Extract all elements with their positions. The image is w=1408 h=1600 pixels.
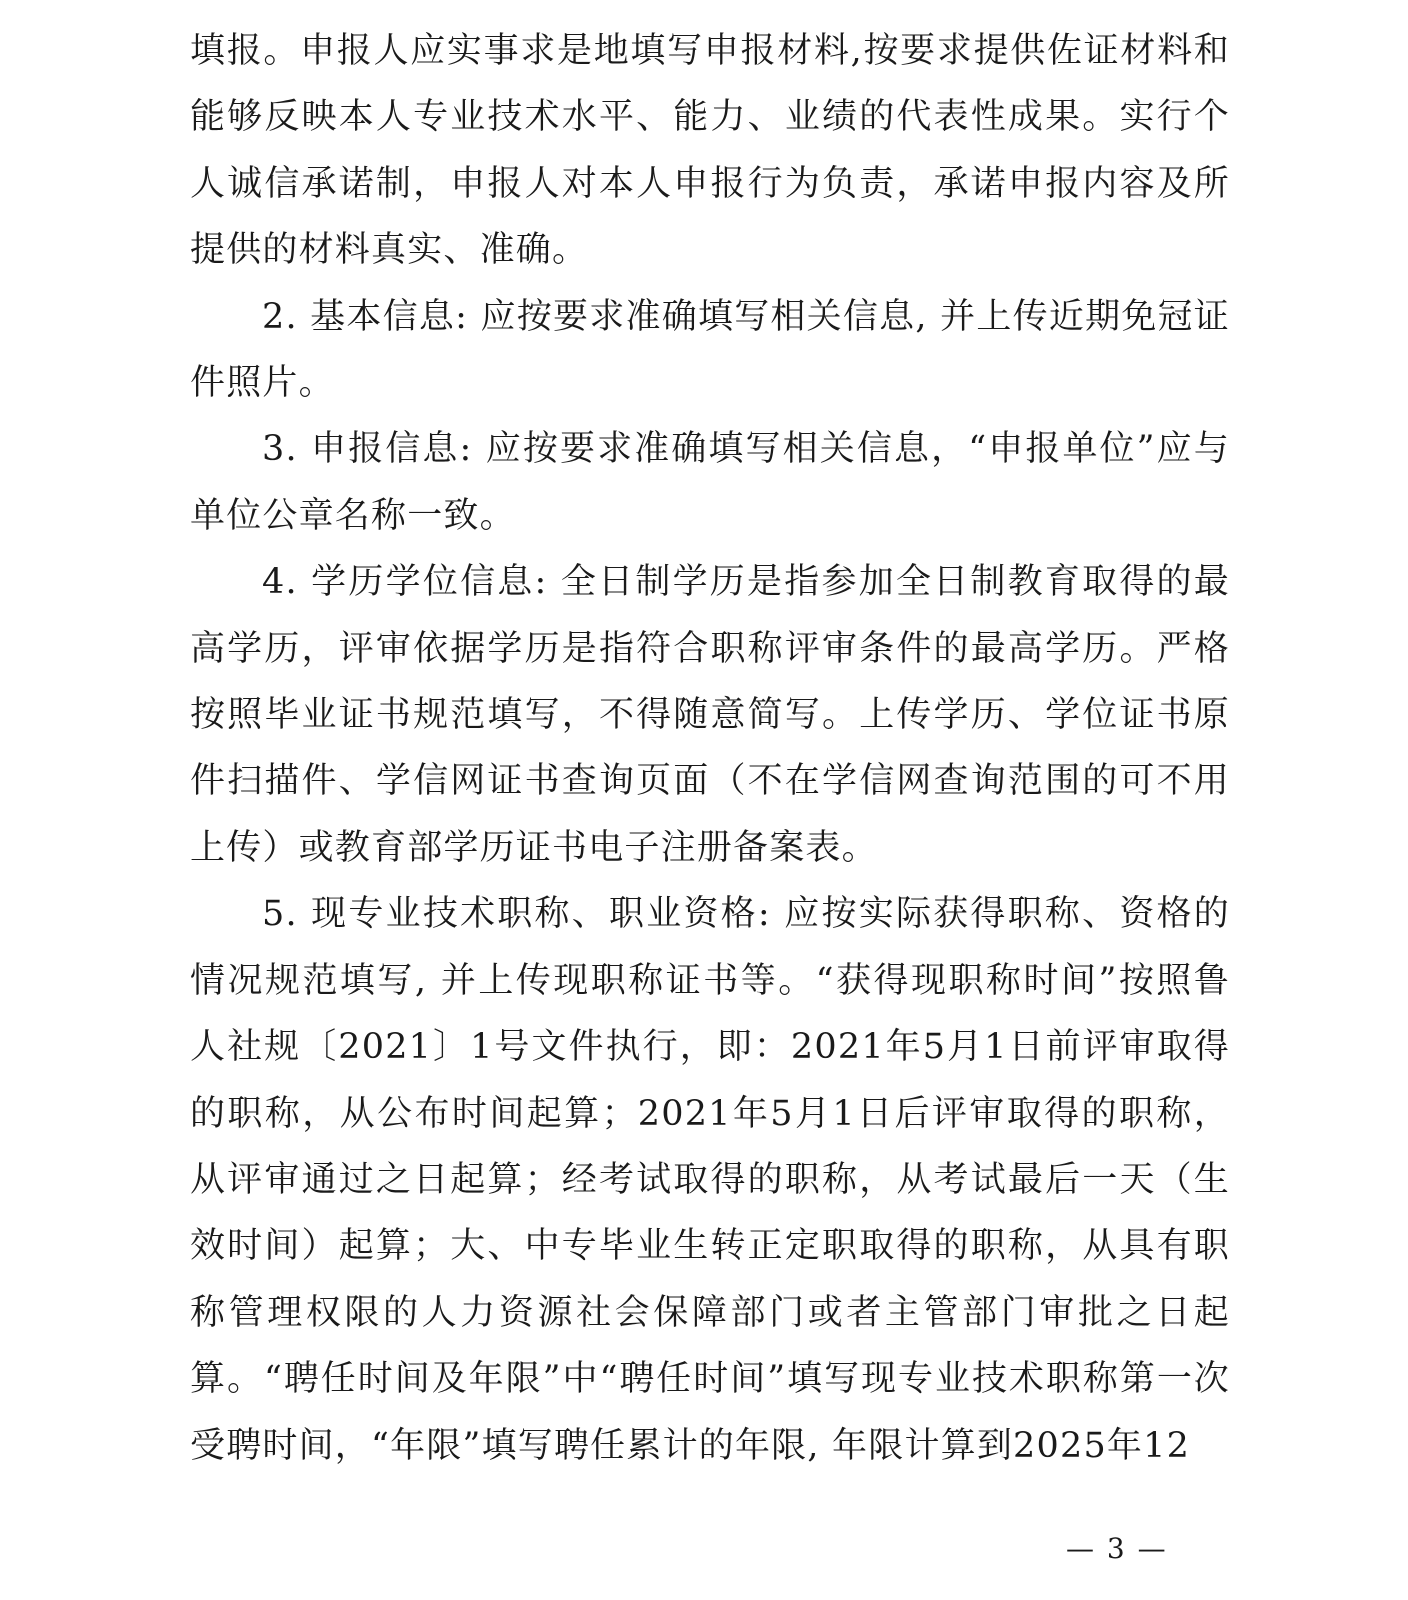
paragraph-basic-info: 2. 基本信息: 应按要求准确填写相关信息, 并上传近期免冠证件照片。 (190, 296, 1230, 404)
paragraph-title-qualification: 5. 现专业技术职称、职业资格: 应按实际获得职称、资格的情况规范填写, 并上传现职称证书等。“获得现职称时间”按照鲁人社规〔2021〕1号文件执行，即：2021年5月1日前评审取得的职称，从公布时间起算；2021年5月1日后评审取得的职称，从评审通过之日起算；经考试取得的职称，从考试最后一天（生效时间）起算；大、中专毕业生转正定职取得的职称，从具有职称管理权限的人力资源社会保障部门或者主管部门审批之日起算。“聘任时间及年限”中“聘任时间”填写现专业技术职称第一次受聘时间，“年限”填写聘任累计的年限, 年限计算到2025年12 (190, 894, 1230, 1466)
document-body (190, 18, 1230, 1479)
paragraph-application-info: 3. 申报信息: 应按要求准确填写相关信息，“申报单位”应与单位公章名称一致。 (190, 429, 1230, 536)
paragraph-continuation: 填报。申报人应实事求是地填写申报材料,按要求提供佐证材料和能够反映本人专业技术水平、能力、业绩的代表性成果。实行个人诚信承诺制，申报人对本人申报行为负责，承诺申报内容及所提供的材料真实、准确。 (190, 31, 1230, 271)
page-number: — 3 — (1066, 1532, 1168, 1565)
paragraph-education-info: 4. 学历学位信息: 全日制学历是指参加全日制教育取得的最高学历，评审依据学历是指符合职称评审条件的最高学历。严格按照毕业证书规范填写，不得随意简写。上传学历、学位证书原件扫描件、学信网证书查询页面（不在学信网查询范围的可不用上传）或教育部学历证书电子注册备案表。 (190, 562, 1230, 868)
